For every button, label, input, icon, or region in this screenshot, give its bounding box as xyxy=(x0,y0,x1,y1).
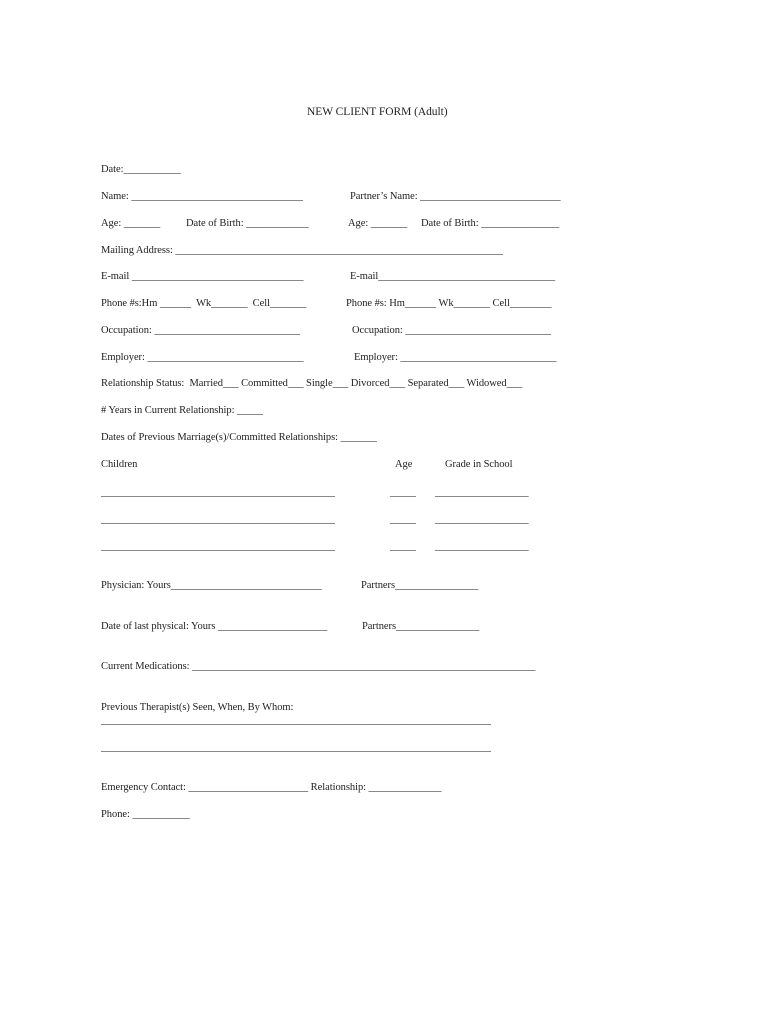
children-grade-header: Grade in School xyxy=(445,459,513,470)
partner-last-physical-field[interactable]: Partners________________ xyxy=(362,621,480,632)
children-header: Children xyxy=(101,459,138,470)
email-field[interactable]: E-mail _________________________________ xyxy=(101,271,304,282)
years-in-relationship-field[interactable]: # Years in Current Relationship: _____ xyxy=(101,405,264,416)
relationship-status-field[interactable]: Relationship Status: Married___ Committed___ Single___ Divorced___ Separated___ Widowed___ xyxy=(101,378,523,389)
previous-therapists-label: Previous Therapist(s) Seen, When, By Whom: xyxy=(101,702,294,713)
occupation-field[interactable]: Occupation: ____________________________ xyxy=(101,325,300,336)
child-name-field[interactable]: _____________________________________________ xyxy=(101,514,336,525)
emergency-contact-field[interactable]: Emergency Contact: _______________________ Relationship: ______________ xyxy=(101,782,442,793)
name-field[interactable]: Name: _________________________________ xyxy=(101,191,303,202)
partner-name-field[interactable]: Partner’s Name: ___________________________ xyxy=(350,191,561,202)
previous-therapists-field[interactable]: ___________________________________________________________________________ xyxy=(101,742,492,753)
child-age-field[interactable]: _____ xyxy=(390,541,417,552)
partner-age-field[interactable]: Age: _______ xyxy=(348,218,408,229)
child-grade-field[interactable]: __________________ xyxy=(435,514,529,525)
employer-field[interactable]: Employer: ______________________________ xyxy=(101,352,304,363)
partner-occupation-field[interactable]: Occupation: ____________________________ xyxy=(352,325,551,336)
form-title: NEW CLIENT FORM (Adult) xyxy=(307,106,448,118)
current-medications-field[interactable]: Current Medications: __________________________________________________________________ xyxy=(101,661,536,672)
child-age-field[interactable]: _____ xyxy=(390,514,417,525)
partner-phone-numbers-field[interactable]: Phone #s: Hm______ Wk_______ Cell________ xyxy=(346,298,552,309)
partner-physician-field[interactable]: Partners________________ xyxy=(361,580,479,591)
partner-email-field[interactable]: E-mail__________________________________ xyxy=(350,271,556,282)
emergency-phone-field[interactable]: Phone: ___________ xyxy=(101,809,190,820)
mailing-address-field[interactable]: Mailing Address: _______________________________________________________________ xyxy=(101,245,503,256)
partner-date-of-birth-field[interactable]: Date of Birth: _______________ xyxy=(421,218,560,229)
date-of-birth-field[interactable]: Date of Birth: ____________ xyxy=(186,218,309,229)
date-field[interactable]: Date:___________ xyxy=(101,164,181,175)
phone-numbers-field[interactable]: Phone #s:Hm ______ Wk_______ Cell_______ xyxy=(101,298,307,309)
child-grade-field[interactable]: __________________ xyxy=(435,541,529,552)
partner-employer-field[interactable]: Employer: ______________________________ xyxy=(354,352,557,363)
child-grade-field[interactable]: __________________ xyxy=(435,487,529,498)
child-age-field[interactable]: _____ xyxy=(390,487,417,498)
last-physical-field[interactable]: Date of last physical: Yours _____________________ xyxy=(101,621,328,632)
child-name-field[interactable]: _____________________________________________ xyxy=(101,541,336,552)
children-age-header: Age xyxy=(395,459,413,470)
physician-field[interactable]: Physician: Yours_____________________________ xyxy=(101,580,322,591)
previous-therapists-field[interactable]: ___________________________________________________________________________ xyxy=(101,715,492,726)
child-name-field[interactable]: _____________________________________________ xyxy=(101,487,336,498)
age-field[interactable]: Age: _______ xyxy=(101,218,161,229)
previous-marriages-field[interactable]: Dates of Previous Marriage(s)/Committed Relationships: _______ xyxy=(101,432,377,443)
